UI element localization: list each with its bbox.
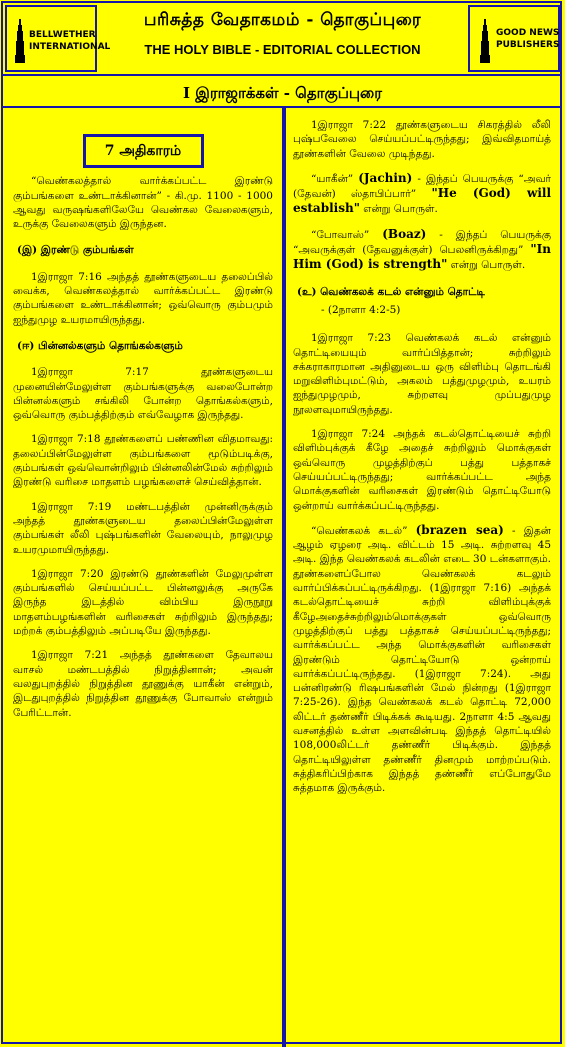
verse-paragraph: 1இராஜா 7:22 தூண்களுடைய சிகரத்தில் லீலி புஷ்பவேலை செய்யப்பட்டிருந்தது; இவ்விதமாய்த் தூண்களின் வேலை முடிந்தது. — [293, 119, 551, 160]
verse-paragraph: 1இராஜா 7:20 இரண்டு தூண்களின் மேலுமுள்ள கும்பங்களில் செய்யப்பட்ட பின்னலுக்கு அருகே இருந்த இடத்தில் விம்பிய இருநூறு மாதளம்பழங்களின் வரிசைகள் சுற்றிலும் இருந்தது; மற்றக் கும்பத்திலும் அப்படியே இருந்தது. — [13, 567, 273, 638]
boaz-meaning: "In Him (God) is strength" — [293, 242, 551, 272]
verse-paragraph: 1இராஜா 7:18 தூண்களைப் பண்ணின விதமாவது: தலைப்பின்மேலுள்ள கும்பங்களை மூடும்படிக்கு, கும்பங்கள் ஒவ்வொன்றிலும் பின்னலின்மேல் சுற்றிலும் இரண்டு வரிசை மாதளம் பழங்களைச் செய்வித்தான். — [13, 433, 273, 489]
section-heading: (ஈ) பின்னல்களும் தொங்கல்களும் — [17, 339, 183, 352]
logo-left-line2: INTERNATIONAL — [29, 42, 111, 52]
good-news-logo — [468, 5, 560, 72]
brazen-sea-tamil: “வெண்கலக் கடல்” — [311, 524, 416, 537]
tower-icon — [15, 19, 25, 63]
section-heading: (இ) இரண்டு கும்பங்கள் — [17, 244, 134, 257]
verse-paragraph: 1இராஜா 7:21 அந்தத் தூண்களை தேவாலய வாசல் மண்டபத்தில் நிறுத்தினான்; அவன் வலதுபுறத்தில் நிறுத்தின தூணுக்கு யாகீன் என்றும், இடதுபுறத்தில் நிறுத்தின தூணுக்கு போவாஸ் என்றும் பேரிட்டான். — [13, 649, 273, 719]
brazen-sea-text: - இதன் ஆழம் ஏழரை அடி. விட்டம் 15 அடி. சுற்றளவு 45 அடி. இந்த வெண்கலக் கடலின் எடை 30 டன்களாகும். தூண்களைப்போல வெண்கலக் கடலும் வார்ப்பிக்கப்பட்டிருக்கிறது. (1இராஜா 7:16) அந்தக் கடல்தொட்டியைச் சுற்றி விளிம்புக்குக் கீழேஅதைச்சுற்றிலும்மொக்குகள் ஒவ்வொரு முழத்திற்குப் பத்து பத்தாகச் செய்யப்பட்டிருந்தது; வார்க்கப்பட்ட அந்த மொக்குகளின் வரிசைகள் இரண்டும் தொட்டியோடு ஒன்றாய் வார்க்கப்பட்டிருந்தது. (1இராஜா 7:24). அது பன்னிரண்டு ரிஷபங்களின் மேல் நின்றது (1இராஜா 7:25-26). இந்த வெண்கலக் கடல் தொட்டி 72,000 லிட்டர் தண்ணீர் பிடிக்கக் கூடியது. 2நாளா 4:5 ஆவது வசனத்தில் உள்ள அளவின்படி இந்தத் தொட்டியில் 108,000லிட்டர் தண்ணீர் பிடிக்கும். இந்தத் தொட்டியிலுள்ள தண்ணீர் தினமும் மாற்றப்படும். சுத்திகரிப்பிற்காக இந்தத் தண்ணீர் எப்போதுமே சுத்தமாக இருக்கும். — [293, 524, 551, 795]
boaz-text: - இந்தப் பெயருக்கு “அவருக்குள் (தேவனுக்குள்) பெலனிருக்கிறது” — [293, 228, 551, 257]
jachin-meaning: "He (God) will establish" — [293, 186, 551, 216]
page-header — [3, 3, 562, 76]
verse-paragraph: 1இராஜா 7:19 மண்டபத்தின் முன்னிருக்கும் அந்தத் தூண்களுடைய தலைப்பின்மேலுள்ள கும்பங்கள் லீலி புஷ்பங்களின் வேலையும், நாலுமுழ உயரமுமாயிருந்தது. — [13, 500, 273, 556]
jachin-tamil: “யாகீன்” — [311, 172, 359, 185]
book-title: I இராஜாக்கள் - தொகுப்புரை — [3, 78, 562, 108]
header-titles — [101, 5, 464, 72]
tower-icon — [480, 19, 490, 63]
title-tamil: பரிசுத்த வேதாகமம் - தொகுப்புரை — [143, 10, 422, 30]
jachin-end: என்று பொருள். — [359, 203, 438, 216]
jachin-text: - இந்தப் பெயருக்கு “அவர் (தேவன்) ஸ்தாபிப்பார்” — [293, 172, 551, 201]
jachin-paragraph — [293, 171, 551, 217]
left-column — [6, 112, 279, 1043]
verse-paragraph: 1இராஜா 7:23 வெண்கலக் கடல் என்னும் தொட்டியையும் வார்ப்பித்தான்; சுற்றிலும் சக்கராகாரமான அதினுடைய ஒரு விளிம்பு தொடங்கி மறுவிளிம்புமட்டும், அகலம் பத்துமுழமும், உயரம் ஐந்துமுழமும், சுற்றளவு முப்பதுமுழ நூலளவுமாயிருந்தது. — [293, 332, 551, 416]
chapter-heading: 7 அதிகாரம் — [83, 134, 204, 168]
brazen-sea-english: (brazen sea) — [415, 522, 504, 537]
jachin-english: (Jachin) — [358, 170, 413, 185]
boaz-end: என்று பொருள். — [447, 259, 526, 272]
boaz-english: (Boaz) — [382, 226, 427, 241]
brazen-sea-paragraph — [293, 523, 551, 796]
logo-right-line1: GOOD NEWS — [496, 28, 560, 38]
verse-paragraph: 1இராஜா 7:24 அந்தக் கடல்தொட்டியைச் சுற்றி விளிம்புக்குக் கீழே அதைச் சுற்றிலும் மொக்குகள் ஒவ்வொரு முழத்திற்குப் பத்து பத்தாகச் செய்யப்பட்டிருந்தது; வார்க்கப்பட்ட அந்த மொக்குகளின் வரிசைகள் இரண்டும் தொட்டியோடு ஒன்றாய் வார்க்கப்பட்டிருந்தது. — [293, 428, 551, 512]
verse-paragraph: 1இராஜா 7:17 தூண்களுடைய முனையின்மேலுள்ள கும்பங்களுக்கு வலைபோன்ற பின்னல்களும் சங்கிலி போன்ற தொங்கல்களும், ஒவ்வொரு கும்பத்திற்கும் எவ்வேழாக இருந்தது. — [13, 366, 273, 422]
right-column — [287, 112, 557, 1043]
logo-right-line2: PUBLISHERS — [496, 40, 560, 50]
intro-paragraph: “வெண்கலத்தால் வார்க்கப்பட்ட இரண்டு கும்பங்களை உண்டாக்கினான்” - கி.மு. 1100 - 1000 ஆவது வருஷங்களிலேயே வெண்கல வேலைகளும், உருக்கு வேலைகளும் இருந்தன. — [13, 175, 273, 231]
verse-paragraph: 1இராஜா 7:16 அந்தத் தூண்களுடைய தலைப்பில் வைக்க, வெண்கலத்தால் வார்க்கப்பட்ட இரண்டு கும்பங்களை உண்டாக்கினான்; ஒவ்வொரு கும்பமும் ஐந்துமுழ உயரமாயிருந்தது. — [13, 270, 273, 326]
boaz-tamil: “போவாஸ்” — [311, 228, 383, 241]
bellwether-logo — [5, 5, 111, 72]
column-divider — [282, 108, 286, 1047]
section-heading: (உ) வெண்கலக் கடல் என்னும் தொட்டி — [297, 285, 485, 298]
logo-left-line1: BELLWETHER — [29, 30, 96, 40]
section-reference: - (2நாளா 4:2-5) — [321, 303, 401, 316]
title-english: THE HOLY BIBLE - EDITORIAL COLLECTION — [144, 42, 421, 57]
boaz-paragraph — [293, 227, 551, 273]
